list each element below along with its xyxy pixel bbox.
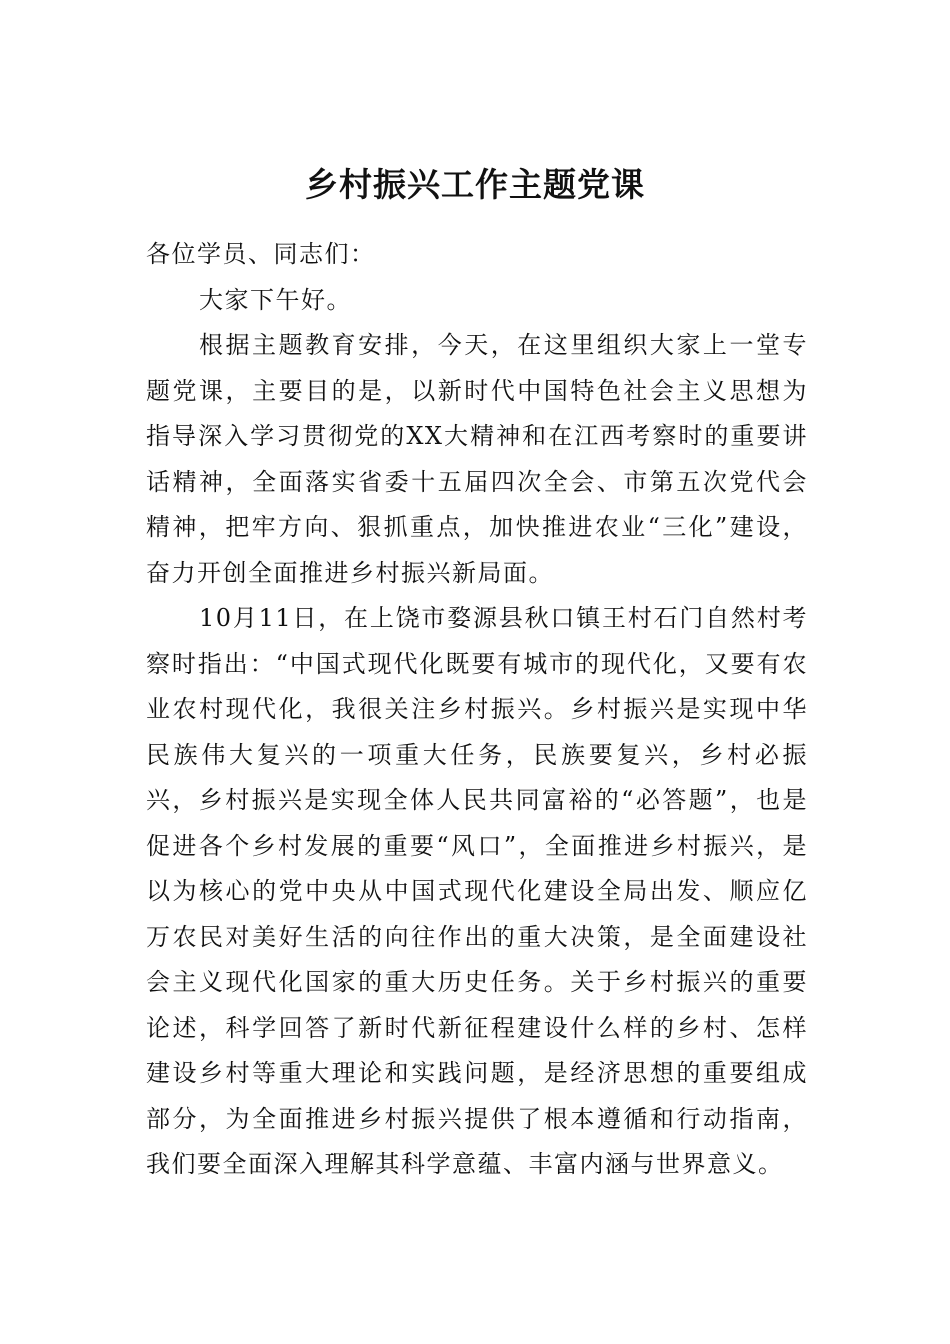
paragraph-purpose: 根据主题教育安排，今天，在这里组织大家上一堂专题党课，主要目的是，以新时代中国特色社会主义思想为指导深入学习贯彻党的XX大精神和在江西考察时的重要讲话精神，全面落实省委十五届四次全会、市第五次党代会精神，把牢方向、狠抓重点，加快推进农业“三化”建设，奋力开创全面推进乡村振兴新局面。 xyxy=(146,331,808,587)
salutation: 各位学员、同志们： xyxy=(146,240,376,268)
document-body xyxy=(146,232,808,1188)
document-title: 乡村振兴工作主题党课 xyxy=(305,165,645,204)
paragraph-greeting: 大家下午好。 xyxy=(199,285,352,314)
paragraph-inspection: 10月11日，在上饶市婺源县秋口镇王村石门自然村考察时指出：“中国式现代化既要有城市的现代化，又要有农业农村现代化，我很关注乡村振兴。乡村振兴是实现中华民族伟大复兴的一项重大任务，民族要复兴，乡村必振兴，乡村振兴是实现全体人民共同富裕的“必答题”，也是促进各个乡村发展的重要“风口”，全面推进乡村振兴，是以为核心的党中央从中国式现代化建设全局出发、顺应亿万农民对美好生活的向往作出的重大决策，是全面建设社会主义现代化国家的重大历史任务。关于乡村振兴的重要论述，科学回答了新时代新征程建设什么样的乡村、怎样建设乡村等重大理论和实践问题，是经济思想的重要组成部分，为全面推进乡村振兴提供了根本遵循和行动指南，我们要全面深入理解其科学意蕴、丰富内涵与世界意义。 xyxy=(146,604,808,1178)
